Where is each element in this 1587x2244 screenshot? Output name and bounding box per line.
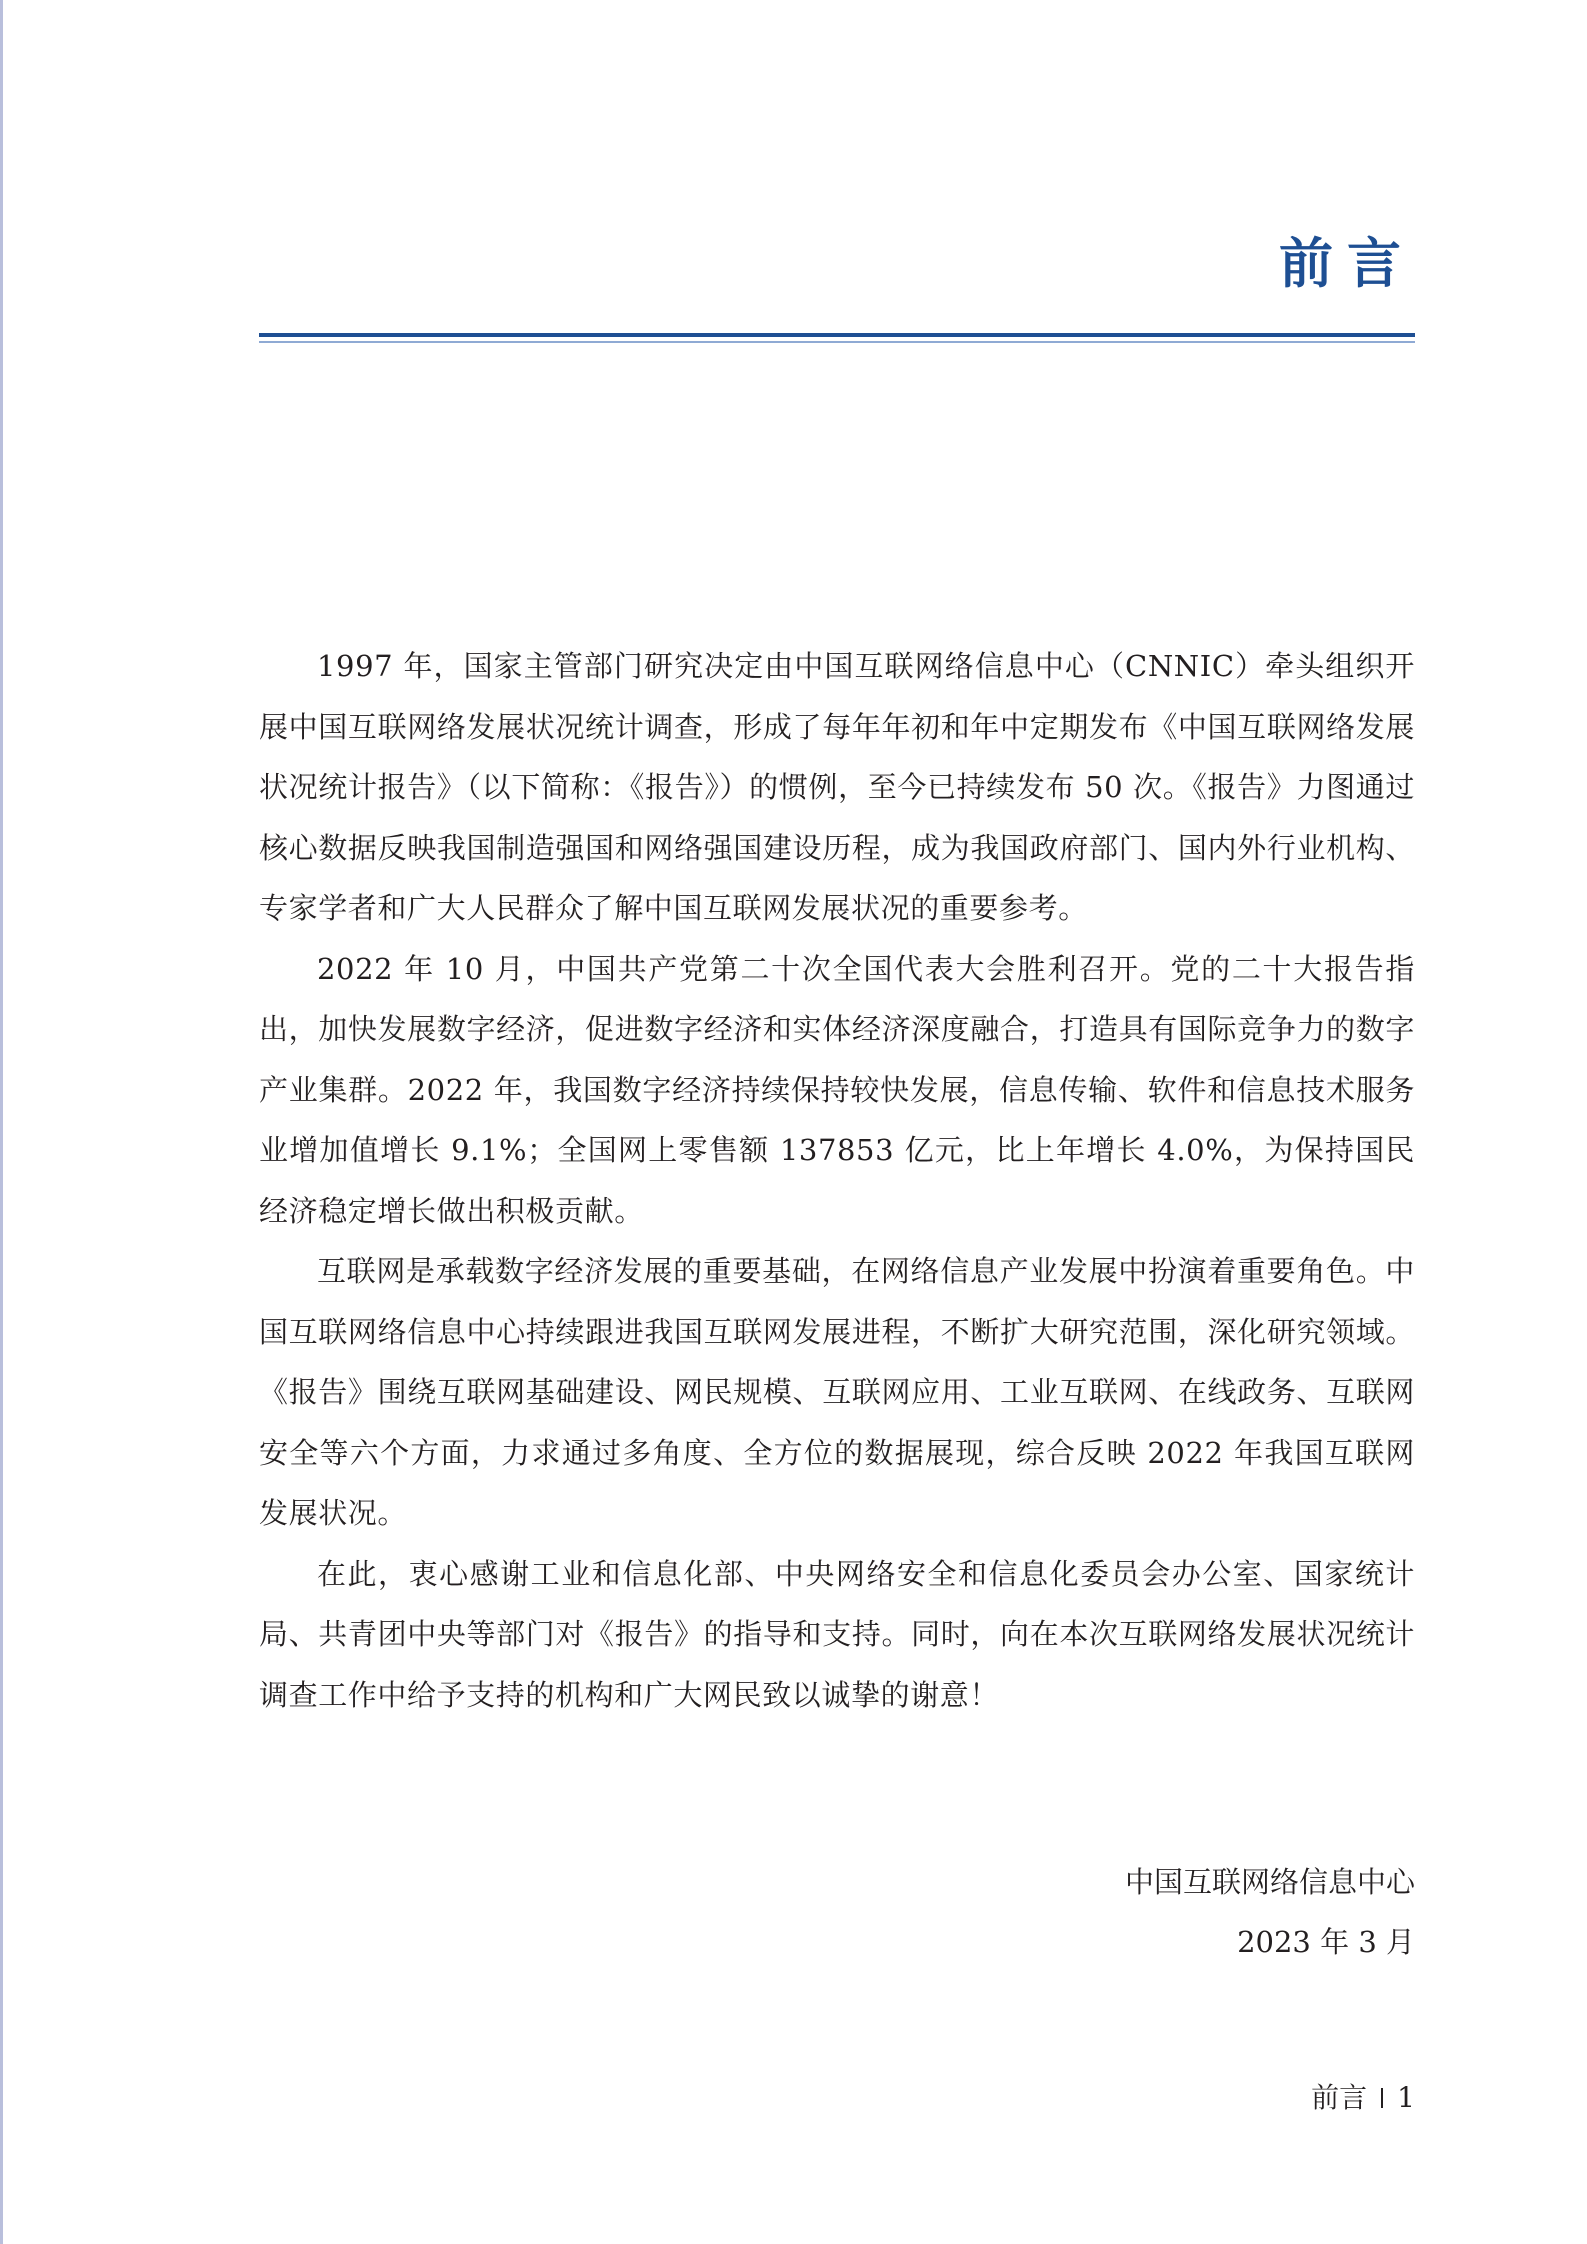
- page-title: 前言: [1279, 232, 1415, 295]
- footer-separator: [1381, 2088, 1383, 2108]
- paragraph-digital-economy: 2022 年 10 月，中国共产党第二十次全国代表大会胜利召开。党的二十大报告指出，加快发展数字经济，促进数字经济和实体经济深度融合，打造具有国际竞争力的数字产业集群。2022 年，我国数字经济持续保持较快发展，信息传输、软件和信息技术服务业增加值增长 9.1%；全国网上零售额 137853 亿元，比上年增长 4.0%，为保持国民经济稳定增长做出积极贡献。: [259, 951, 1415, 1228]
- footer-section-label: 前言: [1311, 2081, 1368, 2114]
- page-number: 1: [1397, 2081, 1415, 2114]
- paragraph-history: 1997 年，国家主管部门研究决定由中国互联网络信息中心（CNNIC）牵头组织开展中国互联网络发展状况统计调查，形成了每年年初和年中定期发布《中国互联网络发展状况统计报告》（以下简称：《报告》）的惯例，至今已持续发布 50 次。《报告》力图通过核心数据反映我国制造强国和网络强国建设历程，成为我国政府部门、国内外行业机构、专家学者和广大人民群众了解中国互联网发展状况的重要参考。: [259, 649, 1415, 925]
- preface-body: [259, 636, 1415, 1725]
- page-edge-line: [0, 0, 3, 2244]
- paragraph-internet-role: 互联网是承载数字经济发展的重要基础，在网络信息产业发展中扮演着重要角色。中国互联网络信息中心持续跟进我国互联网发展进程，不断扩大研究范围，深化研究领域。《报告》围绕互联网基础建设、网民规模、互联网应用、工业互联网、在线政务、互联网安全等六个方面，力求通过多角度、全方位的数据展现，综合反映 2022 年我国互联网发展状况。: [259, 1254, 1415, 1530]
- page-footer: [1311, 2078, 1415, 2118]
- title-underline: [259, 333, 1415, 337]
- signature-block: [1125, 1852, 1415, 1972]
- signature-date: 2023 年 3 月: [1237, 1925, 1415, 1959]
- signature-organization: 中国互联网络信息中心: [1124, 1865, 1415, 1899]
- title-underline-secondary: [259, 341, 1415, 343]
- paragraph-acknowledgements: 在此，衷心感谢工业和信息化部、中央网络安全和信息化委员会办公室、国家统计局、共青团中央等部门对《报告》的指导和支持。同时，向在本次互联网络发展状况统计调查工作中给予支持的机构和广大网民致以诚挚的谢意！: [259, 1556, 1415, 1712]
